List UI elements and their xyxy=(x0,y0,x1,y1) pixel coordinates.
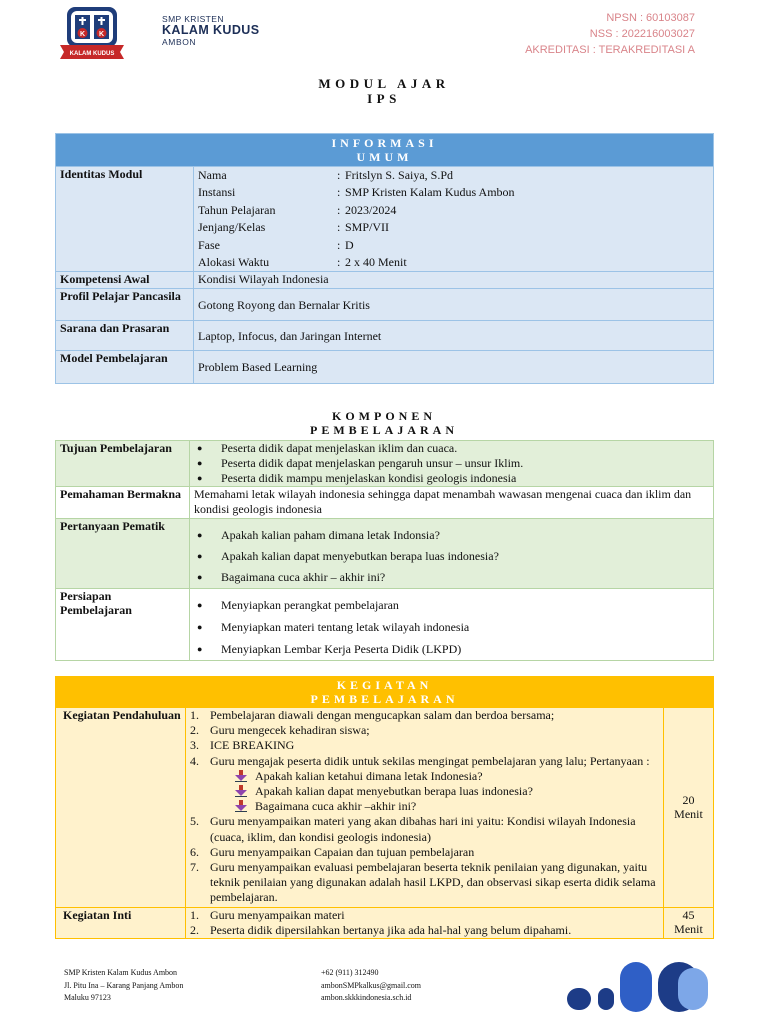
list-item: ● Apakah kalian dapat menyebutkan berapa luas indonesia? xyxy=(194,546,709,567)
kompetensi-awal-row xyxy=(56,272,714,289)
list-item xyxy=(190,923,659,938)
pendahuluan-list-cell xyxy=(186,708,664,908)
identitas-values xyxy=(194,167,714,272)
list-item xyxy=(190,908,659,923)
kegiatan-header xyxy=(56,677,714,708)
item-number: 5. xyxy=(190,814,199,829)
pendahuluan-list xyxy=(190,708,659,906)
item-text: Guru mengecek kehadiran siswa; xyxy=(210,723,370,738)
model-pembelajaran-value: Problem Based Learning xyxy=(194,351,714,384)
footer-region: Maluku 97123 xyxy=(64,993,111,1002)
pemahaman-row xyxy=(56,487,714,519)
item-number: 4. xyxy=(190,753,199,768)
pertanyaan-label: Pertanyaan Pematik xyxy=(56,519,190,589)
kegiatan-head-line1: KEGIATAN xyxy=(336,678,433,692)
title-line1: MODUL AJAR xyxy=(318,76,450,91)
identitas-key: Jenjang/Kelas xyxy=(198,220,266,235)
item-text: Pembelajaran diawali dengan mengucapkan salam dan berdoa bersama; xyxy=(210,708,555,722)
inti-list xyxy=(190,908,659,938)
pendahuluan-duration xyxy=(664,708,714,908)
pendahuluan-label: Kegiatan Pendahuluan xyxy=(56,708,186,908)
pertanyaan-list xyxy=(194,525,709,588)
kompetensi-awal-label: Kompetensi Awal xyxy=(56,272,194,289)
pendahuluan-row xyxy=(56,708,714,908)
item-number: 2. xyxy=(190,922,199,937)
arrow-down-icon xyxy=(235,770,247,782)
nss-text: NSS : 202216003027 xyxy=(589,28,695,40)
pemahaman-value: Memahami letak wilayah indonesia sehingga dapat menambah wawasan mengenai cuaca dan iklim dan kondisi geologis indonesia xyxy=(190,487,714,519)
identitas-sep: : xyxy=(337,237,341,252)
sub-question-item xyxy=(235,799,659,814)
list-item: ● Peserta didik dapat menjelaskan pengaruh unsur – unsur Iklim. xyxy=(194,456,709,471)
footer-website: ambon.skkkindonesia.sch.id xyxy=(321,993,412,1002)
identitas-row xyxy=(56,167,714,272)
inti-list-cell xyxy=(186,907,664,938)
tujuan-label: Tujuan Pembelajaran xyxy=(56,441,190,487)
identitas-value: Fritslyn S. Saiya, S.Pd xyxy=(345,168,454,182)
komponen-title-line1: KOMPONEN xyxy=(332,409,436,423)
identitas-item xyxy=(198,237,709,254)
inti-label: Kegiatan Inti xyxy=(56,907,186,938)
item-text: Peserta didik dipersilahkan bertanya jika ada hal-hal yang belum dipahami. xyxy=(210,922,572,937)
item-number: 6. xyxy=(190,844,199,859)
persiapan-label: Persiapan Pembelajaran xyxy=(56,589,190,661)
identitas-item xyxy=(198,202,709,219)
pemahaman-label: Pemahaman Bermakna xyxy=(56,487,190,519)
list-item: ● Apakah kalian paham dimana letak Indonsia? xyxy=(194,525,709,546)
footer-contact xyxy=(321,967,421,1005)
identitas-sep: : xyxy=(337,185,341,200)
school-logo xyxy=(58,5,126,60)
profil-pelajar-row xyxy=(56,289,714,321)
informasi-head-line1: INFORMASI xyxy=(331,136,438,150)
identitas-key: Fase xyxy=(198,237,220,252)
item-number: 3. xyxy=(190,738,199,753)
akreditasi-text: AKREDITASI : TERAKREDITASI A xyxy=(525,44,695,56)
tujuan-list-cell xyxy=(190,441,714,487)
item-text: Guru menyampaikan evaluasi pembelajaran beserta teknik penilaian yang digunakan, yaitu teknik penilaian yang digunakan adalah hasil LKPD, dan observasi sikap eserta didik selama pembelajaran. xyxy=(210,860,656,905)
list-item xyxy=(190,723,659,738)
sarana-value: Laptop, Infocus, dan Jaringan Internet xyxy=(194,321,714,351)
identitas-value: D xyxy=(345,237,354,252)
persiapan-row xyxy=(56,589,714,661)
tujuan-row xyxy=(56,441,714,487)
list-item: ● Menyiapkan perangkat pembelajaran xyxy=(194,594,709,616)
identitas-key: Nama xyxy=(198,168,227,182)
item-text: Guru menyampaikan materi xyxy=(210,907,345,922)
footer-address xyxy=(64,967,183,1005)
school-name-line2: KALAM KUDUS xyxy=(162,23,260,38)
sarana-row xyxy=(56,321,714,351)
kegiatan-pembelajaran-table xyxy=(55,676,714,939)
list-item xyxy=(190,738,659,753)
identitas-key: Instansi xyxy=(198,185,236,200)
kompetensi-awal-value: Kondisi Wilayah Indonesia xyxy=(194,272,714,289)
persiapan-list-cell xyxy=(190,589,714,661)
identitas-label: Identitas Modul xyxy=(56,167,194,272)
list-item xyxy=(190,754,659,815)
identitas-item xyxy=(198,254,709,271)
sarana-label: Sarana dan Prasaran xyxy=(56,321,194,351)
tujuan-list xyxy=(194,441,709,486)
school-name-line1: SMP KRISTEN xyxy=(162,14,224,24)
informasi-head-line2: UMUM xyxy=(356,150,413,164)
footer-street: Jl. Pitu Ina – Karang Panjang Ambon xyxy=(64,980,184,990)
sub-question-text: Apakah kalian ketahui dimana letak Indonesia? xyxy=(255,768,483,783)
komponen-title xyxy=(0,409,768,437)
title-line2: IPS xyxy=(367,91,401,106)
list-item xyxy=(190,860,659,906)
item-text: Guru menyampaikan Capaian dan tujuan pembelajaran xyxy=(210,844,475,859)
item-number: 1. xyxy=(190,708,199,722)
sub-question-text: Bagaimana cuca akhir –akhir ini? xyxy=(255,799,417,814)
identitas-sep: : xyxy=(337,220,341,235)
list-item xyxy=(190,814,659,844)
duration-unit: Menit xyxy=(674,807,703,822)
sub-question-item xyxy=(235,784,659,799)
identitas-item xyxy=(198,167,709,184)
inti-duration xyxy=(664,907,714,938)
model-pembelajaran-label: Model Pembelajaran xyxy=(56,351,194,384)
list-item: ● Menyiapkan materi tentang letak wilayah indonesia xyxy=(194,616,709,638)
footer-phone: +62 (911) 312490 xyxy=(321,968,379,977)
identitas-value: SMP/VII xyxy=(345,220,390,235)
list-item xyxy=(190,708,659,723)
item-text: Guru mengajak peserta didik untuk sekilas mengingat pembelajaran yang lalu; Pertanyaan : xyxy=(210,753,650,768)
arrow-down-icon xyxy=(235,800,247,812)
identitas-sep: : xyxy=(337,255,341,270)
profil-pelajar-label: Profil Pelajar Pancasila xyxy=(56,289,194,321)
model-pembelajaran-row xyxy=(56,351,714,384)
sub-question-text: Apakah kalian dapat menyebutkan berapa luas indonesia? xyxy=(255,784,533,799)
footer-school-name: SMP Kristen Kalam Kudus Ambon xyxy=(64,968,178,977)
svg-text:K: K xyxy=(98,31,105,38)
identitas-value: 2023/2024 xyxy=(345,202,397,217)
komponen-pembelajaran-table xyxy=(55,440,714,661)
identitas-sep: : xyxy=(337,202,341,217)
item-text: Guru menyampaikan materi yang akan dibahas hari ini yaitu: Kondisi wilayah Indonesia (cuaca, iklim, dan kondisi geologis indonesia) xyxy=(210,814,636,844)
list-item: ● Peserta didik mampu menjelaskan kondisi geologis indonesia xyxy=(194,471,709,486)
item-number: 1. xyxy=(190,907,199,922)
identitas-key: Alokasi Waktu xyxy=(198,255,270,270)
identitas-sep: : xyxy=(337,168,341,182)
identitas-value: 2 x 40 Menit xyxy=(345,255,407,270)
svg-text:K: K xyxy=(79,31,86,38)
list-item: ● Menyiapkan Lembar Kerja Peserta Didik (LKPD) xyxy=(194,638,709,660)
school-registration-info xyxy=(525,10,695,58)
duration-value: 20 xyxy=(682,792,695,807)
school-name-line3: AMBON xyxy=(162,37,197,48)
sub-question-list xyxy=(235,769,659,815)
document-title xyxy=(0,76,768,106)
arrow-down-icon xyxy=(235,785,247,797)
kegiatan-head-line2: PEMBELAJARAN xyxy=(310,692,459,706)
school-name xyxy=(162,15,259,47)
informasi-umum-header xyxy=(56,134,714,167)
list-item xyxy=(190,845,659,860)
item-number: 2. xyxy=(190,723,199,738)
item-number: 7. xyxy=(190,860,199,875)
npsn-text: NPSN : 60103087 xyxy=(606,12,695,24)
identitas-value: SMP Kristen Kalam Kudus Ambon xyxy=(345,185,515,200)
pertanyaan-row xyxy=(56,519,714,589)
sub-question-item xyxy=(235,769,659,784)
pertanyaan-list-cell xyxy=(190,519,714,589)
item-text: ICE BREAKING xyxy=(210,738,295,753)
svg-text:KALAM KUDUS: KALAM KUDUS xyxy=(69,51,115,57)
footer-decoration xyxy=(560,958,710,1018)
footer-email: ambonSMPkalkus@gmail.com xyxy=(321,980,422,990)
komponen-title-line2: PEMBELAJARAN xyxy=(309,423,458,437)
identitas-item xyxy=(198,219,709,236)
inti-row xyxy=(56,907,714,938)
persiapan-list xyxy=(194,594,709,660)
list-item: ● Peserta didik dapat menjelaskan iklim dan cuaca. xyxy=(194,441,709,456)
profil-pelajar-value: Gotong Royong dan Bernalar Kritis xyxy=(194,289,714,321)
duration-unit: Menit xyxy=(674,922,703,937)
identitas-key: Tahun Pelajaran xyxy=(198,202,276,217)
identitas-item xyxy=(198,184,709,201)
informasi-umum-table xyxy=(55,133,714,384)
list-item: ● Bagaimana cuca akhir – akhir ini? xyxy=(194,567,709,588)
duration-value: 45 xyxy=(682,907,695,922)
